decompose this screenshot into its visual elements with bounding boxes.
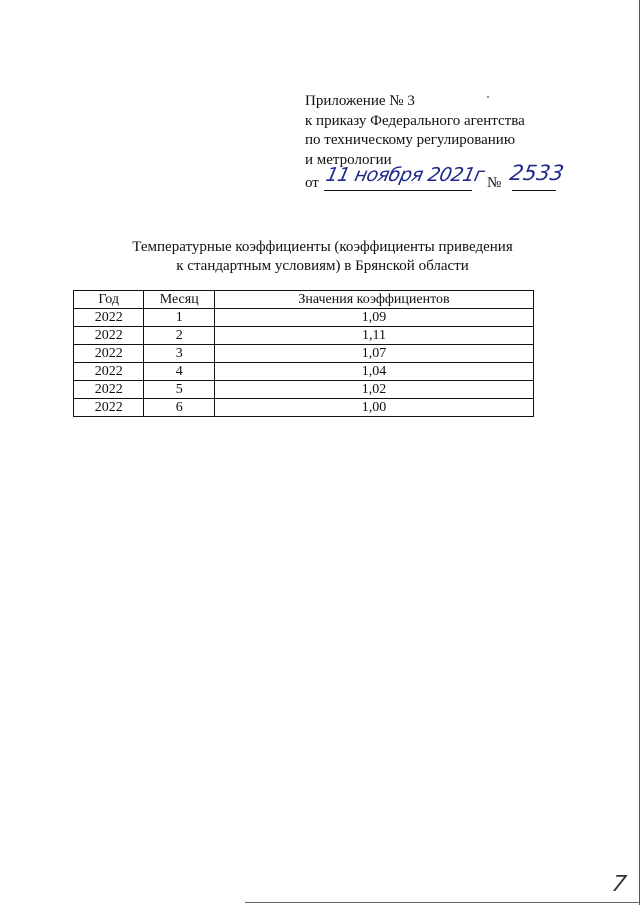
order-date-number-line <box>305 161 605 194</box>
table-row <box>74 327 534 345</box>
handwritten-page-number: 7 <box>609 872 629 897</box>
cell-year: 2022 <box>74 363 144 381</box>
agency-line: по техническому регулированию <box>305 132 516 148</box>
cell-value: 1,09 <box>215 309 534 327</box>
header-month: Месяц <box>144 291 215 309</box>
cell-month: 3 <box>144 345 215 363</box>
cell-value: 1,11 <box>215 327 534 345</box>
table-row <box>74 363 534 381</box>
document-title <box>95 238 550 276</box>
cell-year: 2022 <box>74 381 144 399</box>
order-date-field <box>323 164 487 191</box>
table-row <box>74 309 534 327</box>
cell-year: 2022 <box>74 309 144 327</box>
scan-edge-bottom <box>245 902 640 903</box>
cell-value: 1,04 <box>215 363 534 381</box>
table-row <box>74 345 534 363</box>
cell-value: 1,07 <box>215 345 534 363</box>
cell-value: 1,02 <box>215 381 534 399</box>
header-year: Год <box>74 291 144 309</box>
order-number-field <box>508 161 566 191</box>
handwritten-date: 11 ноября 2021г <box>323 164 487 186</box>
title-line-1: Температурные коэффициенты (коэффициенты приведения <box>132 239 513 255</box>
cell-month: 6 <box>144 399 215 417</box>
title-line-2: к стандартным условиям) в Брянской области <box>176 258 469 274</box>
coefficients-table <box>73 290 534 417</box>
cell-month: 2 <box>144 327 215 345</box>
number-prefix: № <box>487 175 502 191</box>
table-row <box>74 399 534 417</box>
table-row <box>74 381 534 399</box>
table-header-row <box>74 291 534 309</box>
cell-year: 2022 <box>74 327 144 345</box>
metrology-line: и метрологии <box>305 151 392 168</box>
cell-year: 2022 <box>74 345 144 363</box>
order-reference-line: к приказу Федерального агентства <box>305 112 525 129</box>
cell-value: 1,00 <box>215 399 534 417</box>
from-prefix: от <box>305 175 319 191</box>
cell-month: 5 <box>144 381 215 399</box>
handwritten-number: 2533 <box>508 161 566 185</box>
cell-month: 1 <box>144 309 215 327</box>
cell-year: 2022 <box>74 399 144 417</box>
header-values: Значения коэффициентов <box>215 291 534 309</box>
appendix-header <box>305 92 605 194</box>
appendix-title: Приложение № 3 <box>305 93 415 109</box>
cell-month: 4 <box>144 363 215 381</box>
